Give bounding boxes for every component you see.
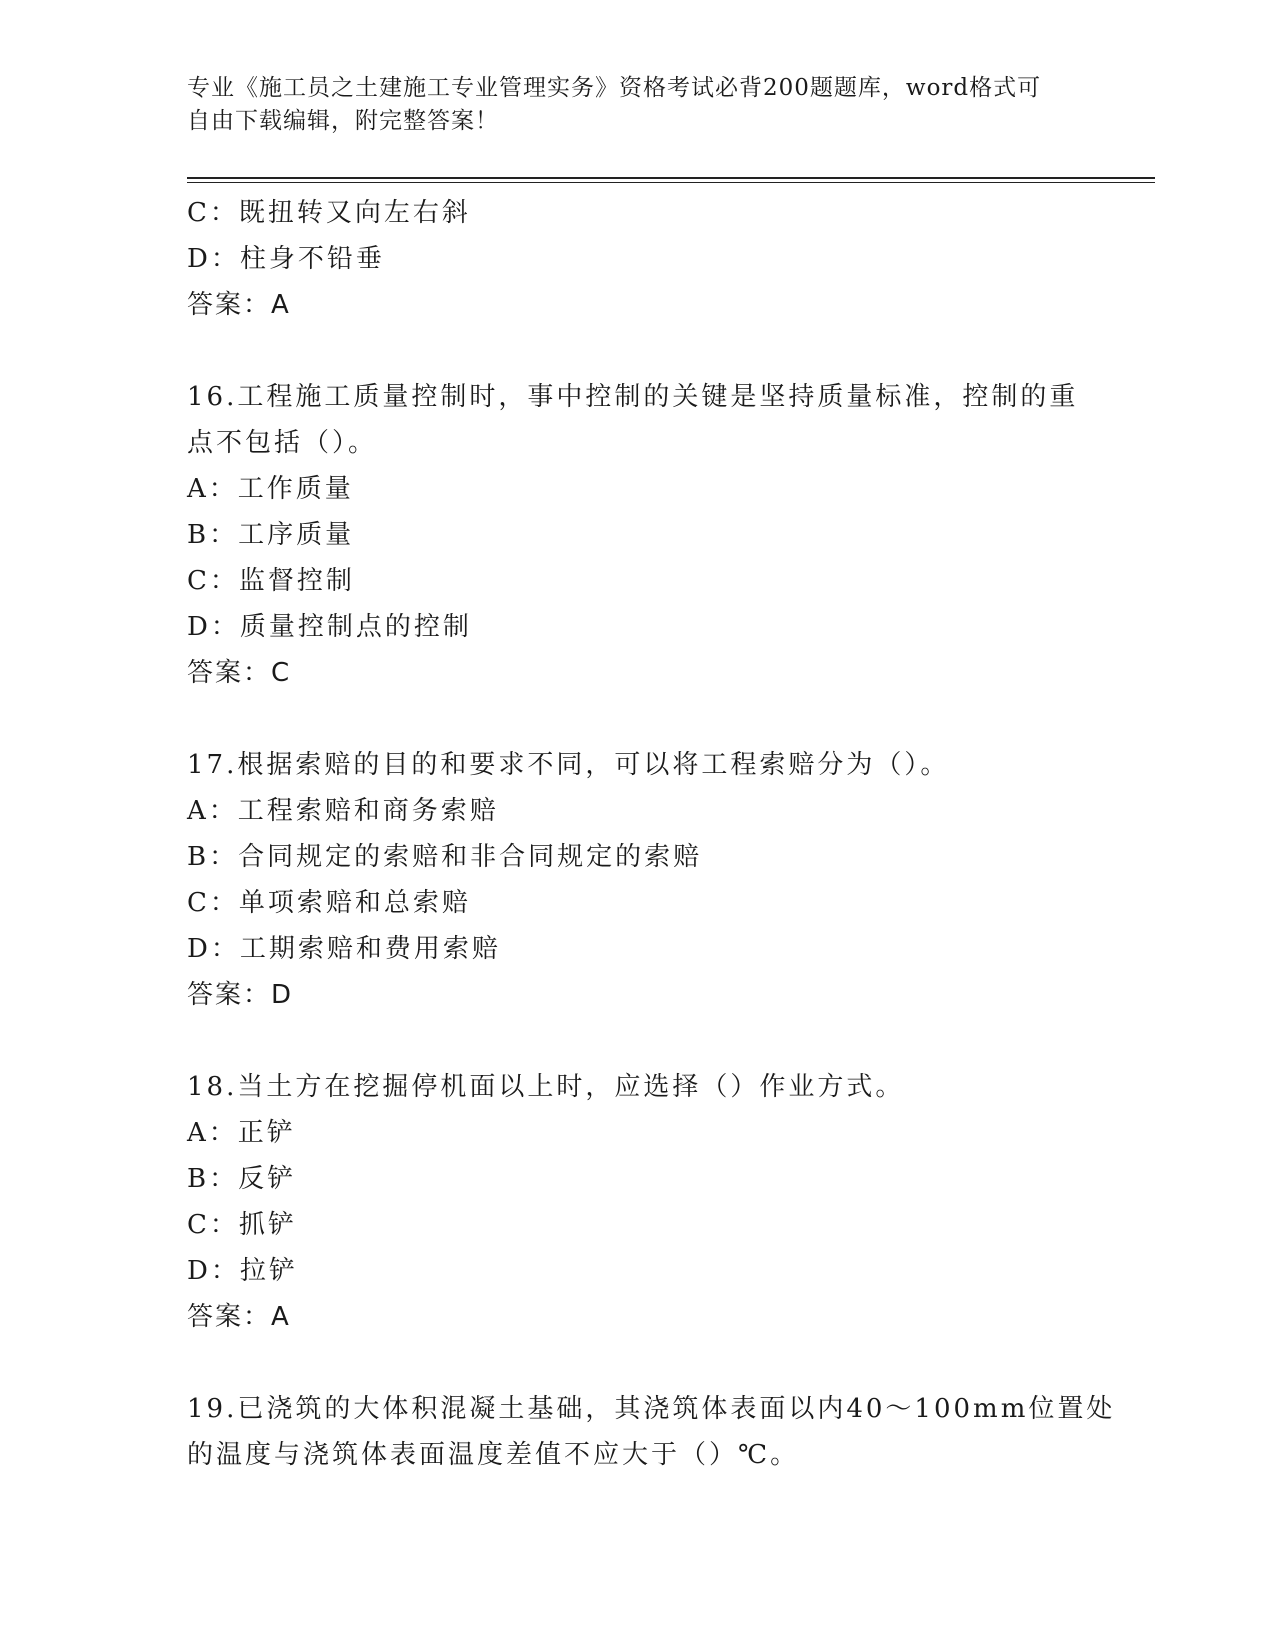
option-a: A：正铲 — [187, 1118, 296, 1148]
header-line-1: 专业《施工员之土建施工专业管理实务》资格考试必背200题题库，word格式可 — [187, 75, 1042, 101]
header-divider-thin — [187, 182, 1155, 183]
question-17 — [187, 742, 1087, 1018]
header-divider-thick — [187, 177, 1155, 179]
question-18 — [187, 1064, 1087, 1340]
option-c: C：单项索赔和总索赔 — [187, 888, 471, 918]
question-stem-line-2: 的温度与浇筑体表面温度差值不应大于（）℃。 — [187, 1440, 800, 1470]
option-c: C：既扭转又向左右斜 — [187, 198, 471, 228]
question-stem-line-1: 17.根据索赔的目的和要求不同，可以将工程索赔分为（）。 — [187, 750, 950, 780]
option-c: C：监督控制 — [187, 566, 355, 596]
option-d: D：质量控制点的控制 — [187, 612, 472, 642]
question-stem-line-1: 16.工程施工质量控制时，事中控制的关键是坚持质量标准，控制的重 — [187, 382, 1079, 412]
option-b: B：工序质量 — [187, 520, 355, 550]
question-stem-line-1: 19.已浇筑的大体积混凝土基础，其浇筑体表面以内40～100mm位置处 — [187, 1394, 1116, 1424]
option-b: B：合同规定的索赔和非合同规定的索赔 — [187, 842, 703, 872]
option-c: C：抓铲 — [187, 1210, 297, 1240]
spacer — [187, 1340, 1087, 1386]
answer: 答案：A — [187, 290, 291, 320]
question-stem-line-2: 点不包括（）。 — [187, 428, 378, 458]
answer: 答案：D — [187, 980, 294, 1010]
question-stem-line-1: 18.当土方在挖掘停机面以上时，应选择（）作业方式。 — [187, 1072, 905, 1102]
spacer — [187, 696, 1087, 742]
spacer — [187, 1018, 1087, 1064]
question-19 — [187, 1386, 1116, 1478]
option-a: A：工程索赔和商务索赔 — [187, 796, 499, 826]
option-a: A：工作质量 — [187, 474, 354, 504]
option-b: B：反铲 — [187, 1164, 297, 1194]
question-15 — [187, 190, 1087, 328]
header-line-2: 自由下载编辑，附完整答案！ — [187, 108, 499, 134]
option-d: D：工期索赔和费用索赔 — [187, 934, 501, 964]
question-list — [187, 190, 1116, 1478]
option-d: D：拉铲 — [187, 1256, 298, 1286]
answer: 答案：A — [187, 1302, 291, 1332]
question-16 — [187, 374, 1087, 696]
spacer — [187, 328, 1087, 374]
option-d: D：柱身不铅垂 — [187, 244, 385, 274]
answer: 答案：C — [187, 658, 292, 688]
document-header — [187, 72, 1067, 138]
